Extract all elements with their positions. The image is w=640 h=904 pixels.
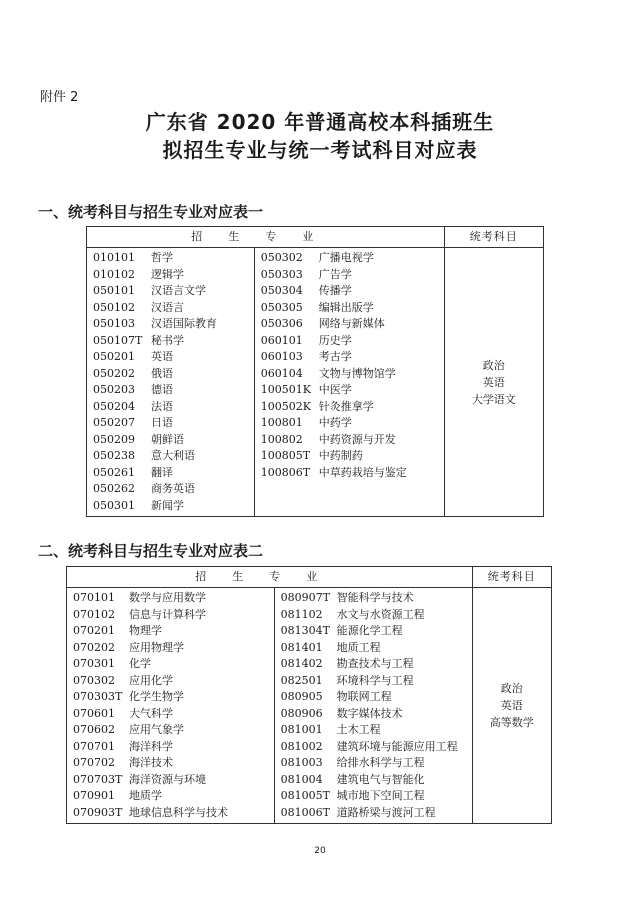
major-code: 081004 (280, 772, 323, 786)
major-code: 070703T (73, 772, 123, 786)
major-name: 编辑出版学 (318, 300, 374, 314)
major-code: 080906 (280, 706, 323, 720)
mapping-table-2 (66, 566, 552, 824)
table-header-row (87, 227, 544, 248)
major-row (73, 739, 274, 756)
major-name: 广告学 (318, 267, 352, 281)
exam-subjects-cell (472, 588, 552, 824)
major-code: 081006T (280, 805, 330, 819)
major-name: 翻译 (151, 465, 173, 479)
major-name: 海洋资源与环境 (129, 772, 206, 786)
major-row (281, 590, 472, 607)
major-code: 070303T (73, 690, 123, 703)
major-row (73, 640, 274, 657)
major-row (281, 640, 472, 657)
major-code: 070101 (73, 591, 115, 604)
attachment-label: 附件 2 (40, 90, 79, 105)
major-row (93, 316, 254, 333)
major-row (93, 448, 254, 465)
major-name: 大气科学 (129, 706, 173, 720)
major-code: 100806T (260, 465, 311, 479)
major-row (93, 349, 254, 366)
major-code: 070201 (73, 624, 115, 637)
major-code: 060104 (260, 366, 303, 380)
major-name: 汉语言文学 (151, 284, 206, 297)
major-name: 水文与水资源工程 (336, 607, 425, 621)
major-name: 建筑环境与能源应用工程 (336, 739, 458, 753)
page-number: 20 (314, 846, 326, 856)
major-row (73, 706, 274, 723)
major-code: 050304 (260, 284, 303, 297)
major-code: 010102 (93, 267, 135, 281)
document-title-line1: 广东省 2020 年普通高校本科插班生 (145, 110, 495, 134)
major-row (93, 432, 254, 449)
major-row (261, 333, 444, 350)
major-code: 070601 (73, 706, 115, 720)
major-name: 信息与计算科学 (129, 607, 206, 621)
major-code: 050305 (260, 300, 303, 314)
section-heading-1: 一、统考科目与招生专业对应表一 (38, 203, 264, 221)
major-row (93, 300, 254, 317)
major-code: 081001 (280, 723, 323, 736)
major-row (73, 722, 274, 739)
major-row (261, 382, 444, 399)
exam-subject: 英语 (500, 699, 523, 712)
major-name: 土木工程 (336, 723, 381, 736)
subject-column-header: 统考科目 (472, 567, 552, 588)
major-row (261, 415, 444, 432)
major-name: 城市地下空间工程 (336, 789, 425, 802)
major-row (281, 722, 472, 739)
major-name: 商务英语 (151, 482, 195, 495)
major-column-header: 招生专业 (67, 567, 473, 588)
major-name: 勘查技术与工程 (336, 657, 414, 670)
major-name: 意大利语 (151, 449, 195, 462)
major-list-left (67, 588, 275, 824)
major-code: 070602 (73, 723, 115, 736)
major-code: 100501K (260, 383, 311, 396)
major-row (281, 607, 472, 624)
major-list-right (274, 588, 472, 824)
major-row (73, 607, 274, 624)
major-name: 考古学 (318, 350, 352, 363)
table-body-row (87, 248, 544, 517)
major-code: 050101 (93, 284, 135, 297)
major-row (73, 656, 274, 673)
exam-subject: 政治 (500, 682, 523, 695)
major-code: 050238 (93, 449, 135, 462)
major-name: 俄语 (151, 366, 173, 380)
major-row (261, 300, 444, 317)
major-name: 给排水科学与工程 (336, 756, 425, 769)
major-row (73, 805, 274, 822)
major-name: 应用化学 (129, 673, 173, 687)
major-code: 070202 (73, 640, 115, 654)
major-name: 环境科学与工程 (336, 673, 414, 687)
major-name: 德语 (151, 383, 173, 396)
major-row (93, 498, 254, 515)
major-row (93, 382, 254, 399)
major-name: 地质工程 (336, 640, 381, 654)
major-row (73, 673, 274, 690)
exam-subject: 英语 (482, 375, 505, 389)
major-row (261, 465, 444, 482)
major-name: 网络与新媒体 (318, 317, 385, 330)
major-list-left (87, 248, 255, 517)
major-name: 物联网工程 (336, 690, 392, 703)
major-row (281, 623, 472, 640)
major-name: 道路桥梁与渡河工程 (336, 805, 436, 819)
mapping-table-1 (86, 226, 544, 517)
major-row (93, 481, 254, 498)
major-code: 100502K (260, 399, 311, 413)
major-name: 中药学 (318, 416, 352, 429)
major-code: 050202 (93, 366, 135, 380)
major-name: 汉语言 (151, 300, 184, 314)
major-code: 050204 (93, 399, 135, 413)
major-row (93, 366, 254, 383)
major-code: 081002 (280, 739, 323, 753)
table-body-row (67, 588, 552, 824)
major-name: 秘书学 (151, 333, 184, 347)
major-name: 数学与应用数学 (129, 591, 206, 604)
major-name: 哲学 (151, 251, 173, 264)
major-name: 海洋科学 (129, 739, 173, 753)
major-code: 070903T (73, 805, 123, 819)
major-code: 060101 (260, 333, 303, 347)
major-row (281, 788, 472, 805)
major-code: 070901 (73, 789, 115, 802)
major-name: 应用物理学 (129, 640, 184, 654)
major-row (281, 656, 472, 673)
major-row (93, 333, 254, 350)
major-row (281, 706, 472, 723)
major-code: 081401 (280, 640, 323, 654)
major-name: 化学 (129, 657, 151, 670)
major-name: 英语 (151, 350, 173, 363)
major-row (73, 590, 274, 607)
major-row (261, 448, 444, 465)
major-row (93, 399, 254, 416)
major-code: 070302 (73, 673, 115, 687)
major-name: 针灸推拿学 (318, 399, 374, 413)
major-code: 050102 (93, 300, 135, 314)
major-row (73, 772, 274, 789)
major-name: 文物与博物馆学 (318, 366, 396, 380)
major-code: 070301 (73, 657, 115, 670)
major-name: 中医学 (318, 383, 352, 396)
major-name: 地质学 (129, 789, 162, 802)
major-name: 广播电视学 (318, 251, 374, 264)
major-name: 智能科学与技术 (336, 591, 414, 604)
major-name: 地球信息科学与技术 (129, 805, 228, 819)
major-code: 050301 (93, 498, 135, 512)
major-row (93, 267, 254, 284)
major-name: 中药制药 (318, 449, 363, 462)
table-header-row (67, 567, 552, 588)
major-row (73, 788, 274, 805)
major-row (261, 283, 444, 300)
major-row (93, 465, 254, 482)
major-row (261, 349, 444, 366)
exam-subject: 高等数学 (489, 716, 534, 729)
major-row (281, 772, 472, 789)
major-row (281, 689, 472, 706)
major-code: 050261 (93, 465, 135, 479)
exam-subjects-cell (444, 248, 543, 517)
major-code: 050203 (93, 383, 135, 396)
major-row (261, 316, 444, 333)
major-code: 050103 (93, 317, 135, 330)
major-name: 海洋技术 (129, 756, 173, 769)
major-name: 汉语国际教育 (151, 317, 217, 330)
major-code: 070701 (73, 739, 115, 753)
major-row (281, 755, 472, 772)
major-row (281, 739, 472, 756)
major-row (93, 415, 254, 432)
major-name: 物理学 (129, 624, 162, 637)
major-name: 法语 (151, 399, 173, 413)
major-code: 100801 (260, 416, 303, 429)
section-heading-2: 二、统考科目与招生专业对应表二 (38, 542, 264, 560)
major-row (261, 250, 444, 267)
major-code: 080907T (280, 591, 330, 604)
major-column-header: 招生专业 (87, 227, 445, 248)
major-row (281, 673, 472, 690)
major-code: 070102 (73, 607, 115, 621)
major-row (93, 250, 254, 267)
major-code: 050303 (260, 267, 303, 281)
major-row (281, 805, 472, 822)
major-code: 080905 (280, 690, 323, 703)
major-row (261, 432, 444, 449)
major-code: 081003 (280, 756, 323, 769)
exam-subject: 大学语文 (471, 392, 516, 406)
major-code: 050107T (93, 333, 143, 347)
major-name: 历史学 (318, 333, 352, 347)
major-name: 朝鲜语 (151, 432, 184, 446)
major-name: 中草药栽培与鉴定 (318, 465, 407, 479)
major-row (261, 399, 444, 416)
major-name: 能源化学工程 (336, 624, 403, 637)
major-row (93, 283, 254, 300)
major-code: 050207 (93, 416, 135, 429)
major-row (261, 366, 444, 383)
major-code: 050302 (260, 251, 303, 264)
major-name: 中药资源与开发 (318, 432, 396, 446)
major-row (73, 755, 274, 772)
major-code: 081304T (280, 624, 330, 637)
major-code: 081005T (280, 789, 330, 802)
major-code: 050209 (93, 432, 135, 446)
major-row (261, 267, 444, 284)
major-name: 传播学 (318, 284, 352, 297)
document-title-line2: 拟招生专业与统一考试科目对应表 (162, 138, 478, 162)
major-code: 050201 (93, 350, 135, 363)
major-name: 应用气象学 (129, 723, 184, 736)
major-list-right (254, 248, 444, 517)
major-code: 100805T (260, 449, 311, 462)
major-name: 建筑电气与智能化 (336, 772, 425, 786)
major-row (73, 623, 274, 640)
exam-subject: 政治 (482, 358, 505, 372)
major-name: 日语 (151, 416, 173, 429)
major-name: 新闻学 (151, 498, 184, 512)
major-code: 050306 (260, 317, 303, 330)
major-name: 逻辑学 (151, 267, 184, 281)
major-code: 010101 (93, 251, 135, 264)
major-code: 050262 (93, 482, 135, 495)
major-row (73, 689, 274, 706)
major-name: 化学生物学 (129, 690, 184, 703)
major-code: 100802 (260, 432, 303, 446)
major-code: 081402 (280, 657, 323, 670)
major-code: 081102 (280, 607, 323, 621)
major-code: 070702 (73, 756, 115, 769)
major-name: 数字媒体技术 (336, 706, 403, 720)
major-code: 082501 (280, 673, 323, 687)
subject-column-header: 统考科目 (444, 227, 543, 248)
major-code: 060103 (260, 350, 303, 363)
